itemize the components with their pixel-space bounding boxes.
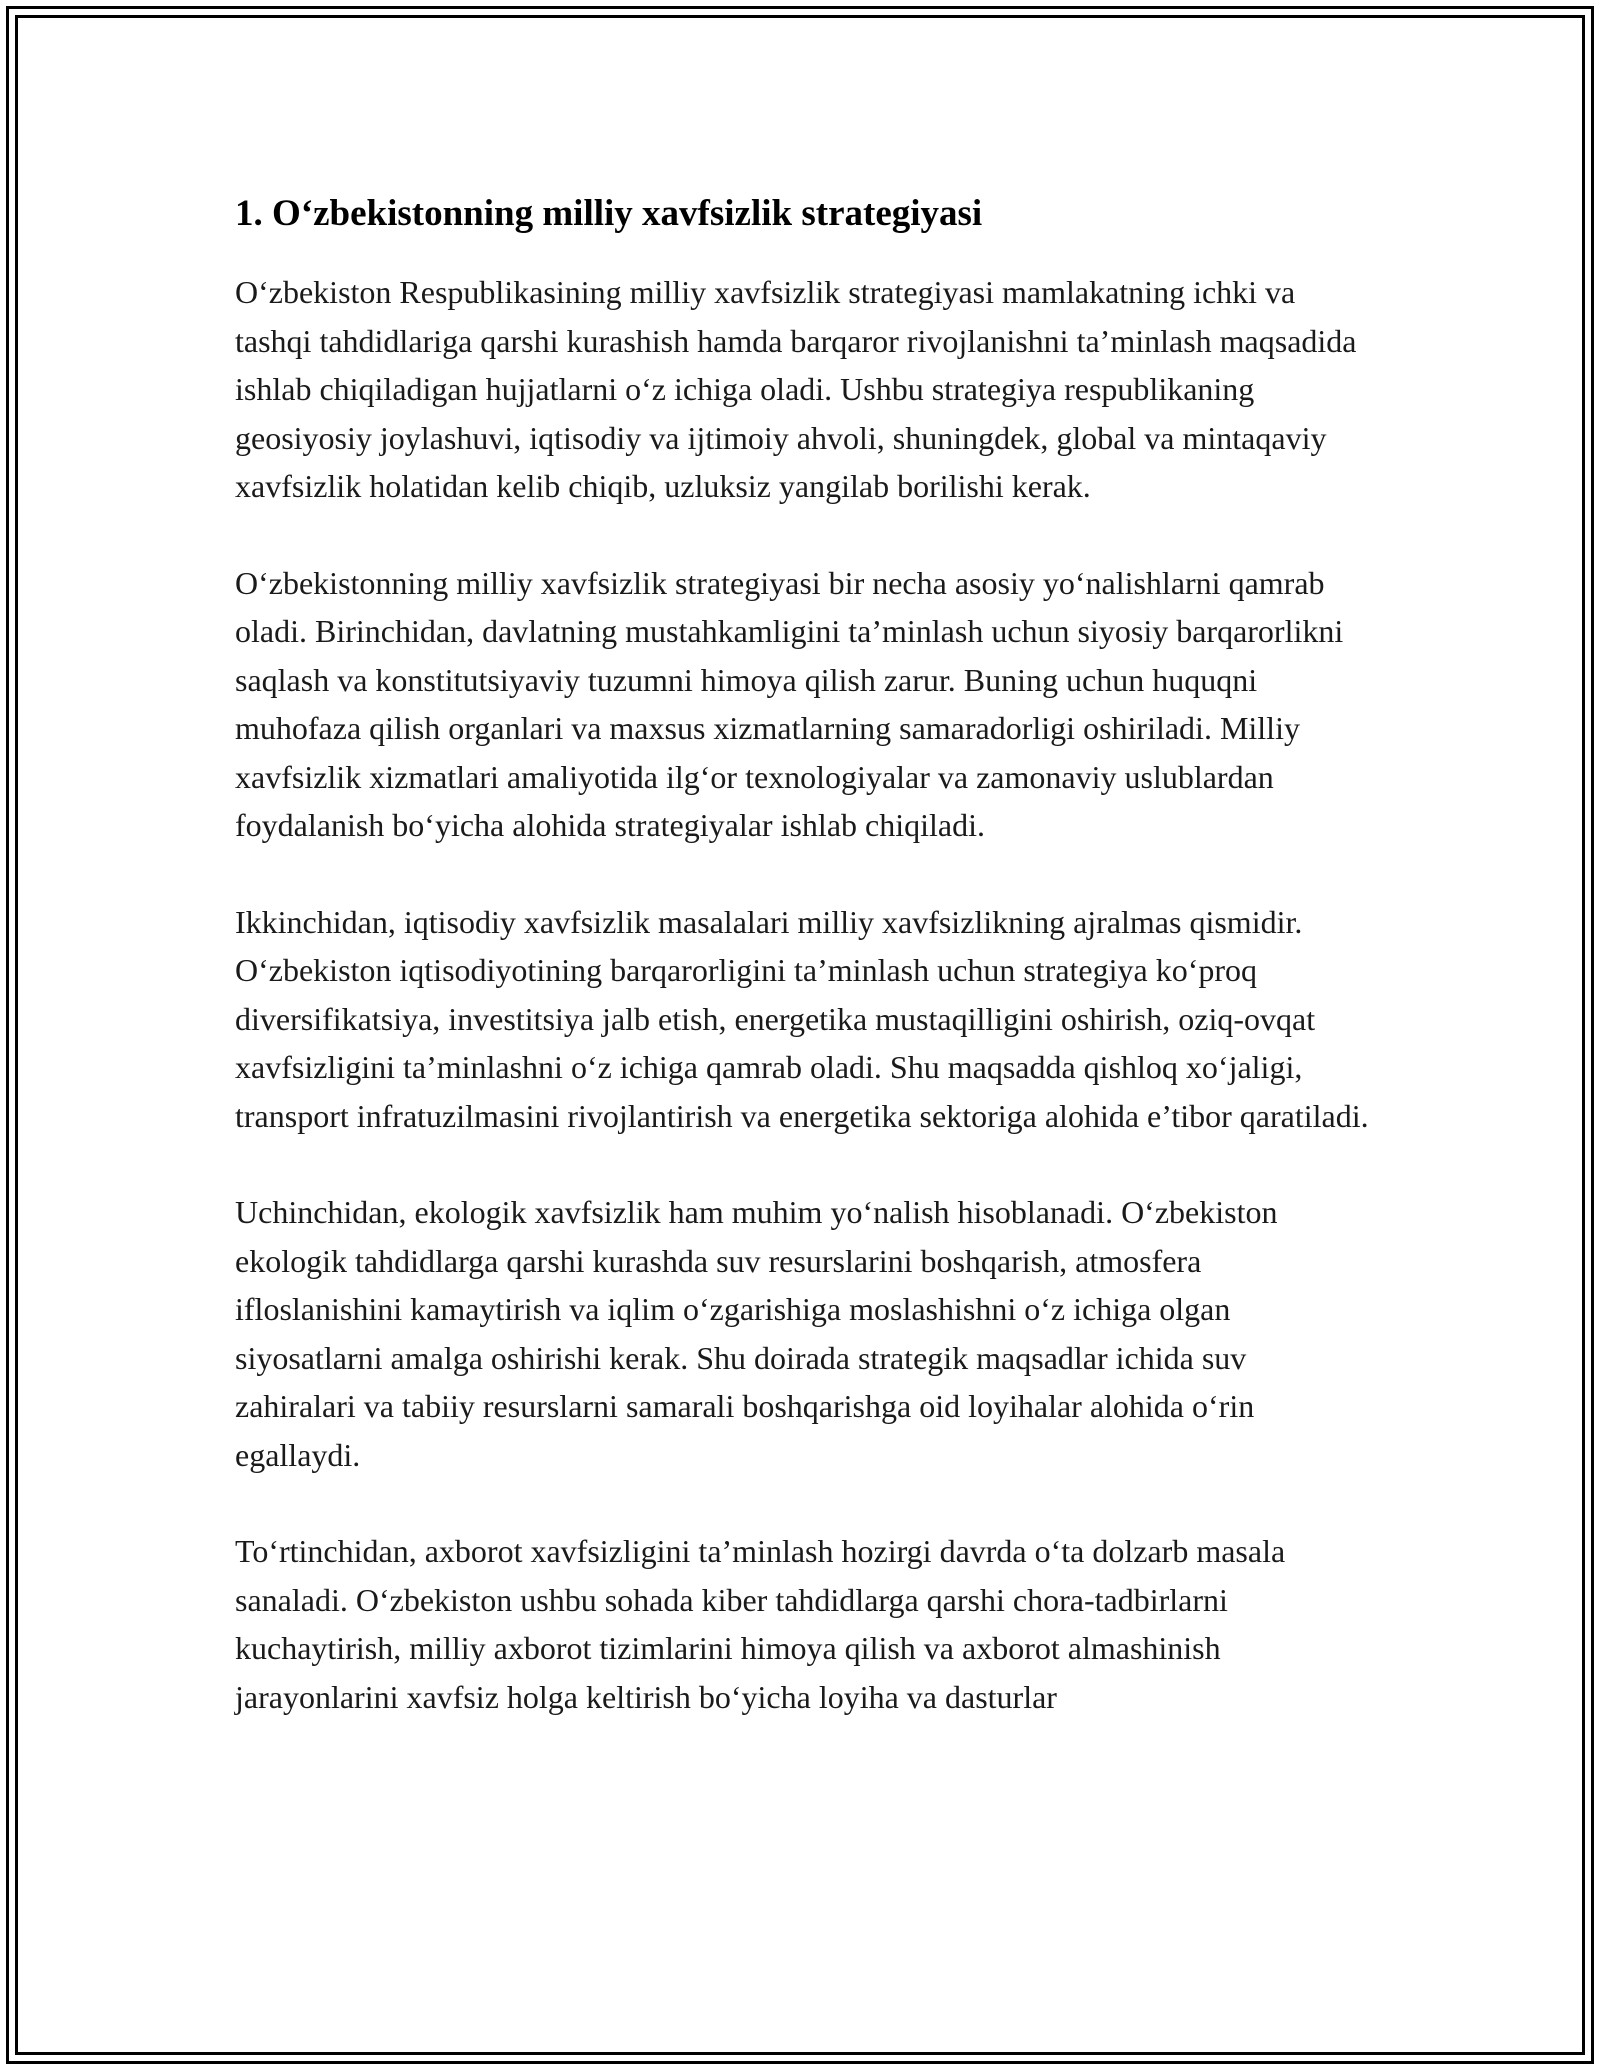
paragraph-intro: O‘zbekiston Respublikasining milliy xavfsizlik strategiyasi mamlakatning ichki va tashqi tahdidlariga qarshi kurashish hamda barqaror rivojlanishni ta’minlash maqsadida ishlab chiqiladigan hujjatlarni o‘z ichiga oladi. Ushbu strategiya respublikaning geosiyosiy joylashuvi, iqtisodiy va ijtimoiy ahvoli, shuningdek, global va mintaqaviy xavfsizlik holatidan kelib chiqib, uzluksiz yangilab borilishi kerak.: [235, 274, 1357, 504]
document-body: [235, 188, 1375, 1769]
paragraph-political-stability: O‘zbekistonning milliy xavfsizlik strategiyasi bir necha asosiy yo‘nalishlarni qamrab oladi. Birinchidan, davlatning mustahkamligini ta’minlash uchun siyosiy barqarorlikni saqlash va konstitutsiyaviy tuzumni himoya qilish zarur. Buning uchun huquqni muhofaza qilish organlari va maxsus xizmatlarning samaradorligi oshiriladi. Milliy xavfsizlik xizmatlari amaliyotida ilg‘or texnologiyalar va zamonaviy uslublardan foydalanish bo‘yicha alohida strategiyalar ishlab chiqiladi.: [235, 564, 1344, 843]
paragraph-ecological-security: Uchinchidan, ekologik xavfsizlik ham muhim yo‘nalish hisoblanadi. O‘zbekiston ekologik tahdidlarga qarshi kurashda suv resurslarini boshqarish, atmosfera ifloslanishini kamaytirish va iqlim o‘zgarishiga moslashishni o‘z ichiga olgan siyosatlarni amalga oshirishi kerak. Shu doirada strategik maqsadlar ichida suv zahiralari va tabiiy resurslarni samarali boshqarishga oid loyihalar alohida o‘rin egallaydi.: [235, 1194, 1278, 1473]
paragraph-economic-security: Ikkinchidan, iqtisodiy xavfsizlik masalalari milliy xavfsizlikning ajralmas qismidir. O‘zbekiston iqtisodiyotining barqarorligini ta’minlash uchun strategiya ko‘proq diversifikatsiya, investitsiya jalb etish, energetika mustaqilligini oshirish, oziq-ovqat xavfsizligini ta’minlashni o‘z ichiga qamrab oladi. Shu maqsadda qishloq xo‘jaligi, transport infratuzilmasini rivojlantirish va energetika sektoriga alohida e’tibor qaratiladi.: [235, 903, 1369, 1134]
section-heading: 1. O‘zbekistonning milliy xavfsizlik strategiyasi: [235, 193, 983, 234]
paragraph-information-security: To‘rtinchidan, axborot xavfsizligini ta’minlash hozirgi davrda o‘ta dolzarb masala sanaladi. O‘zbekiston ushbu sohada kiber tahdidlarga qarshi chora-tadbirlarni kuchaytirish, milliy axborot tizimlarini himoya qilish va axborot almashinish jarayonlarini xavfsiz holga keltirish bo‘yicha loyiha va dasturlar: [235, 1533, 1286, 1715]
